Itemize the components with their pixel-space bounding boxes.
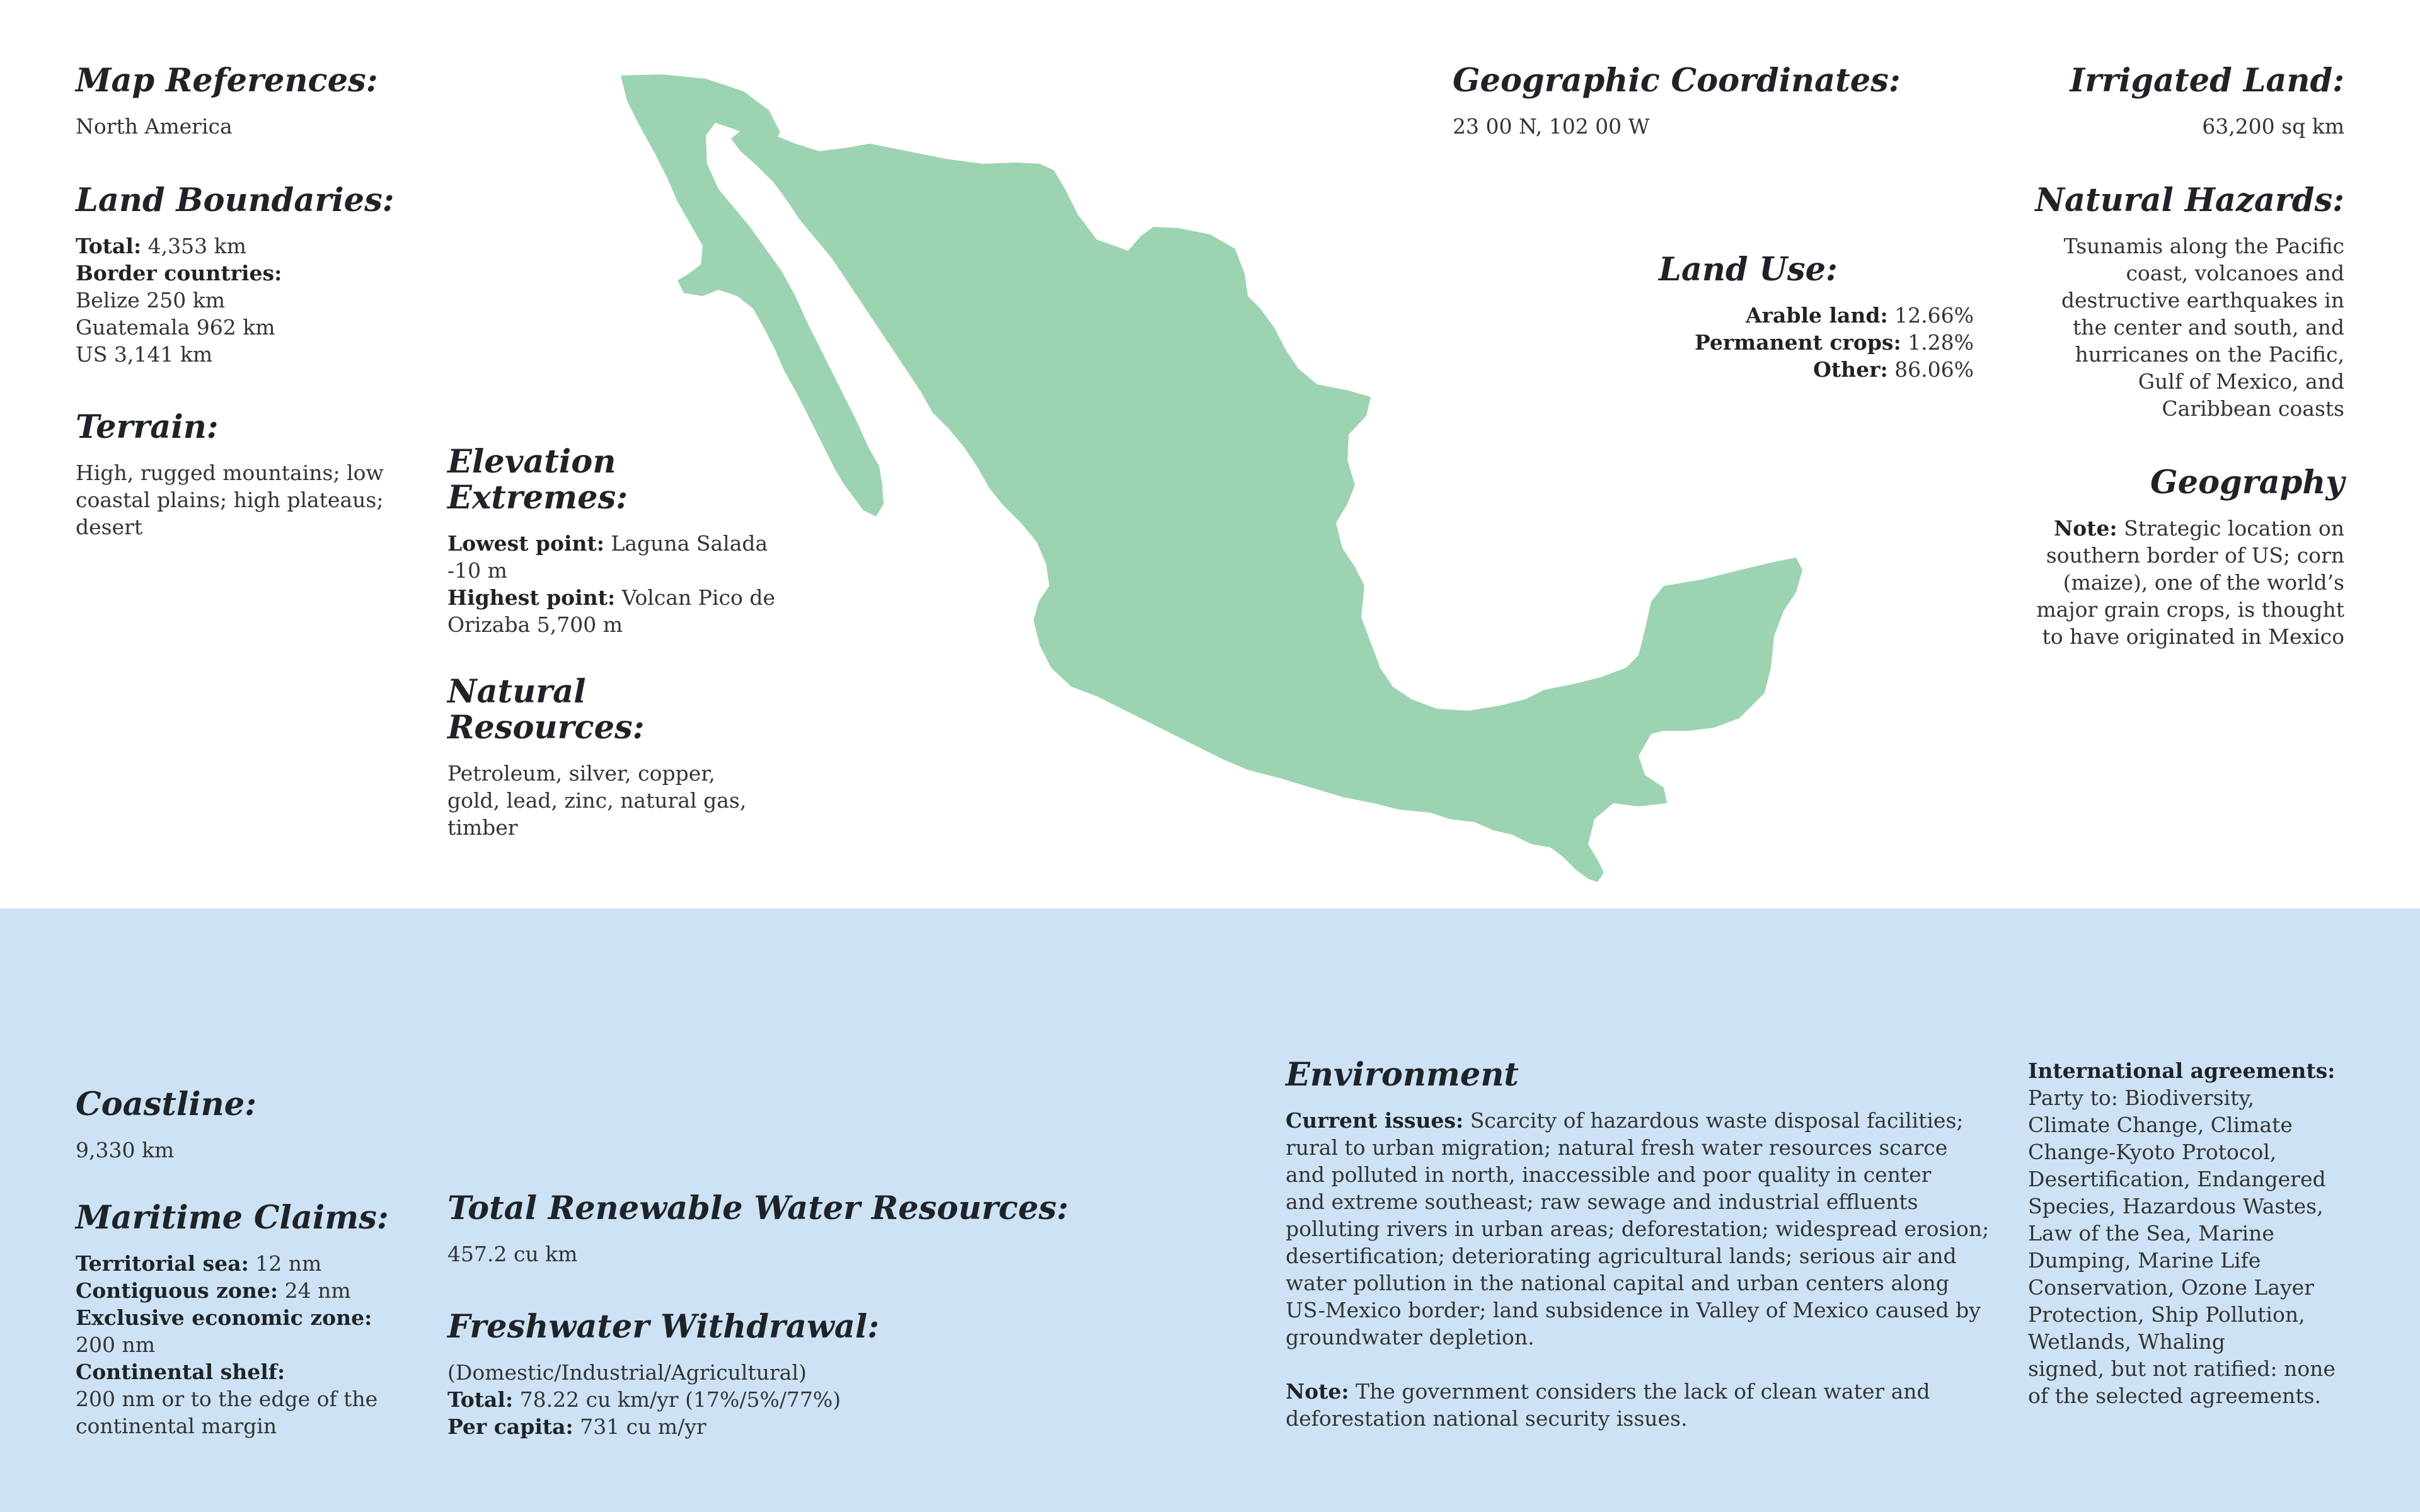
elevation-section	[447, 444, 800, 638]
map-references-title: Map References:	[76, 62, 378, 100]
border-country: Guatemala 962 km	[76, 315, 275, 340]
environment-issues-line: rural to urban migration; natural fresh water resources scarce	[1286, 1135, 1948, 1160]
water-resources-title: Total Renewable Water Resources:	[447, 1189, 1069, 1227]
natural-resources-line: gold, lead, zinc, natural gas,	[447, 788, 747, 813]
freshwater-total: Total: 78.22 cu km/yr (17%/5%/77%)	[447, 1387, 841, 1412]
agreement-line: Climate Change, Climate	[2028, 1113, 2293, 1137]
natural-resources-title: Resources:	[447, 709, 645, 747]
elevation-title: Elevation	[447, 443, 616, 481]
territorial-sea: Territorial sea: 12 nm	[76, 1251, 322, 1276]
geography-title: Geography	[2150, 464, 2344, 501]
environment-note-line: Note: The government considers the lack of clean water and	[1286, 1379, 1930, 1404]
natural-hazards-line: the center and south, and	[2073, 315, 2344, 340]
land-boundaries-section	[76, 183, 429, 368]
natural-hazards-line: destructive earthquakes in	[2061, 288, 2344, 313]
geography-line: Note: Strategic location on	[2054, 516, 2344, 541]
maritime-section	[76, 1200, 466, 1440]
natural-hazards-section	[1966, 183, 2344, 422]
irrigated-land-value: 63,200 sq km	[2202, 114, 2344, 139]
border-countries-label: Border countries:	[76, 261, 282, 286]
continental-shelf-line: 200 nm or to the edge of the	[76, 1387, 378, 1412]
natural-resources-line: timber	[447, 815, 518, 840]
agreement-line: Law of the Sea, Marine	[2028, 1221, 2274, 1246]
environment-issues-line: polluting rivers in urban areas; deforestation; widespread erosion;	[1286, 1217, 1990, 1242]
map-references-value: North America	[76, 114, 233, 139]
water-resources-section	[447, 1191, 1204, 1268]
environment-issues-line: US-Mexico border; land subsidence in Valley of Mexico caused by	[1286, 1298, 1981, 1323]
geography-line: major grain crops, is thought	[2036, 597, 2344, 622]
natural-hazards-line: Caribbean coasts	[2162, 396, 2344, 421]
continental-shelf-line: continental margin	[76, 1414, 277, 1439]
continental-shelf-label: Continental shelf:	[76, 1360, 285, 1385]
coastline-title: Coastline:	[76, 1085, 257, 1123]
geo-coords-title: Geographic Coordinates:	[1453, 62, 1901, 100]
lowest-point-value: -10 m	[447, 558, 507, 583]
agreement-line: Desertification, Endangered	[2028, 1167, 2326, 1191]
freshwater-per-capita: Per capita: 731 cu m/yr	[447, 1414, 706, 1440]
natural-hazards-line: coast, volcanoes and	[2126, 261, 2344, 286]
environment-issues-line: water pollution in the national capital and urban centers along	[1286, 1271, 1949, 1296]
environment-issues-line: Current issues: Scarcity of hazardous waste disposal facilities;	[1286, 1108, 1964, 1133]
environment-issues-line: desertification; deteriorating agricultural lands; serious air and	[1286, 1244, 1957, 1269]
terrain-title: Terrain:	[76, 408, 219, 446]
geo-coords-value: 23 00 N, 102 00 W	[1453, 114, 1650, 139]
environment-title: Environment	[1286, 1056, 1519, 1094]
eez-label: Exclusive economic zone:	[76, 1305, 372, 1331]
natural-hazards-line: Tsunamis along the Pacific	[2063, 234, 2344, 259]
environment-issues-line: groundwater depletion.	[1286, 1325, 1535, 1350]
environment-note-line: deforestation national security issues.	[1286, 1406, 1688, 1431]
terrain-section	[76, 410, 429, 541]
land-use-title: Land Use:	[1659, 251, 1838, 289]
coastline-section	[76, 1087, 454, 1164]
international-agreements-title: International agreements:	[2028, 1058, 2336, 1083]
land-use-section	[1659, 252, 1974, 383]
natural-resources-title: Natural	[447, 673, 586, 711]
geography-section	[1966, 465, 2344, 650]
map-references-section	[76, 63, 429, 140]
border-country: Belize 250 km	[76, 288, 226, 313]
water-resources-value: 457.2 cu km	[447, 1242, 578, 1267]
environment-issues-line: and polluted in north, inaccessible and poor quality in center	[1286, 1162, 1932, 1188]
highest-point: Highest point: Volcan Pico de	[447, 585, 776, 610]
environment-section	[1286, 1057, 2042, 1432]
irrigated-land-title: Irrigated Land:	[2070, 62, 2344, 100]
natural-resources-section	[447, 674, 800, 841]
agreement-line: Species, Hazardous Wastes,	[2028, 1194, 2324, 1218]
natural-hazards-line: Gulf of Mexico, and	[2138, 369, 2344, 394]
land-use-item: Other: 86.06%	[1813, 357, 1974, 382]
freshwater-section	[447, 1309, 1015, 1440]
freshwater-subtitle: (Domestic/Industrial/Agricultural)	[447, 1360, 807, 1385]
land-boundaries-title: Land Boundaries:	[76, 181, 395, 219]
mexico-mainland-shape	[731, 129, 1802, 882]
natural-resources-line: Petroleum, silver, copper,	[447, 761, 715, 786]
terrain-line: desert	[76, 515, 143, 540]
natural-hazards-title: Natural Hazards:	[2035, 181, 2344, 219]
international-agreements-section	[2028, 1057, 2381, 1409]
border-country: US 3,141 km	[76, 342, 213, 367]
freshwater-title: Freshwater Withdrawal:	[447, 1308, 880, 1346]
geography-line: to have originated in Mexico	[2042, 624, 2344, 650]
geography-line: southern border of US; corn	[2046, 543, 2344, 568]
coastline-value: 9,330 km	[76, 1138, 175, 1163]
geography-line: (maize), one of the world’s	[2063, 570, 2344, 595]
environment-issues-line: and extreme southeast; raw sewage and industrial effluents	[1286, 1189, 1918, 1215]
terrain-line: coastal plains; high plateaus;	[76, 488, 384, 513]
land-boundaries-total: Total: 4,353 km	[76, 234, 246, 259]
agreement-line: Protection, Ship Pollution,	[2028, 1302, 2305, 1327]
geo-coords-section	[1453, 63, 2020, 140]
land-use-item: Permanent crops: 1.28%	[1695, 330, 1974, 355]
land-use-item: Arable land: 12.66%	[1746, 303, 1974, 328]
lowest-point: Lowest point: Laguna Salada	[447, 531, 768, 556]
highest-point-value: Orizaba 5,700 m	[447, 612, 623, 638]
agreement-line: Change-Kyoto Protocol,	[2028, 1140, 2277, 1164]
natural-hazards-line: hurricanes on the Pacific,	[2075, 342, 2344, 367]
agreement-line: Conservation, Ozone Layer	[2028, 1275, 2314, 1300]
elevation-title: Extremes:	[447, 479, 628, 517]
agreement-line: of the selected agreements.	[2028, 1383, 2321, 1408]
maritime-title: Maritime Claims:	[76, 1199, 389, 1237]
agreement-line: signed, but not ratified: none	[2028, 1356, 2336, 1381]
irrigated-land-section	[1966, 63, 2344, 140]
contiguous-zone: Contiguous zone: 24 nm	[76, 1278, 351, 1303]
terrain-line: High, rugged mountains; low	[76, 461, 384, 486]
agreement-line: Wetlands, Whaling	[2028, 1329, 2225, 1354]
agreement-line: Dumping, Marine Life	[2028, 1248, 2261, 1273]
eez-value: 200 nm	[76, 1332, 156, 1358]
agreement-line: Party to: Biodiversity,	[2028, 1085, 2255, 1110]
